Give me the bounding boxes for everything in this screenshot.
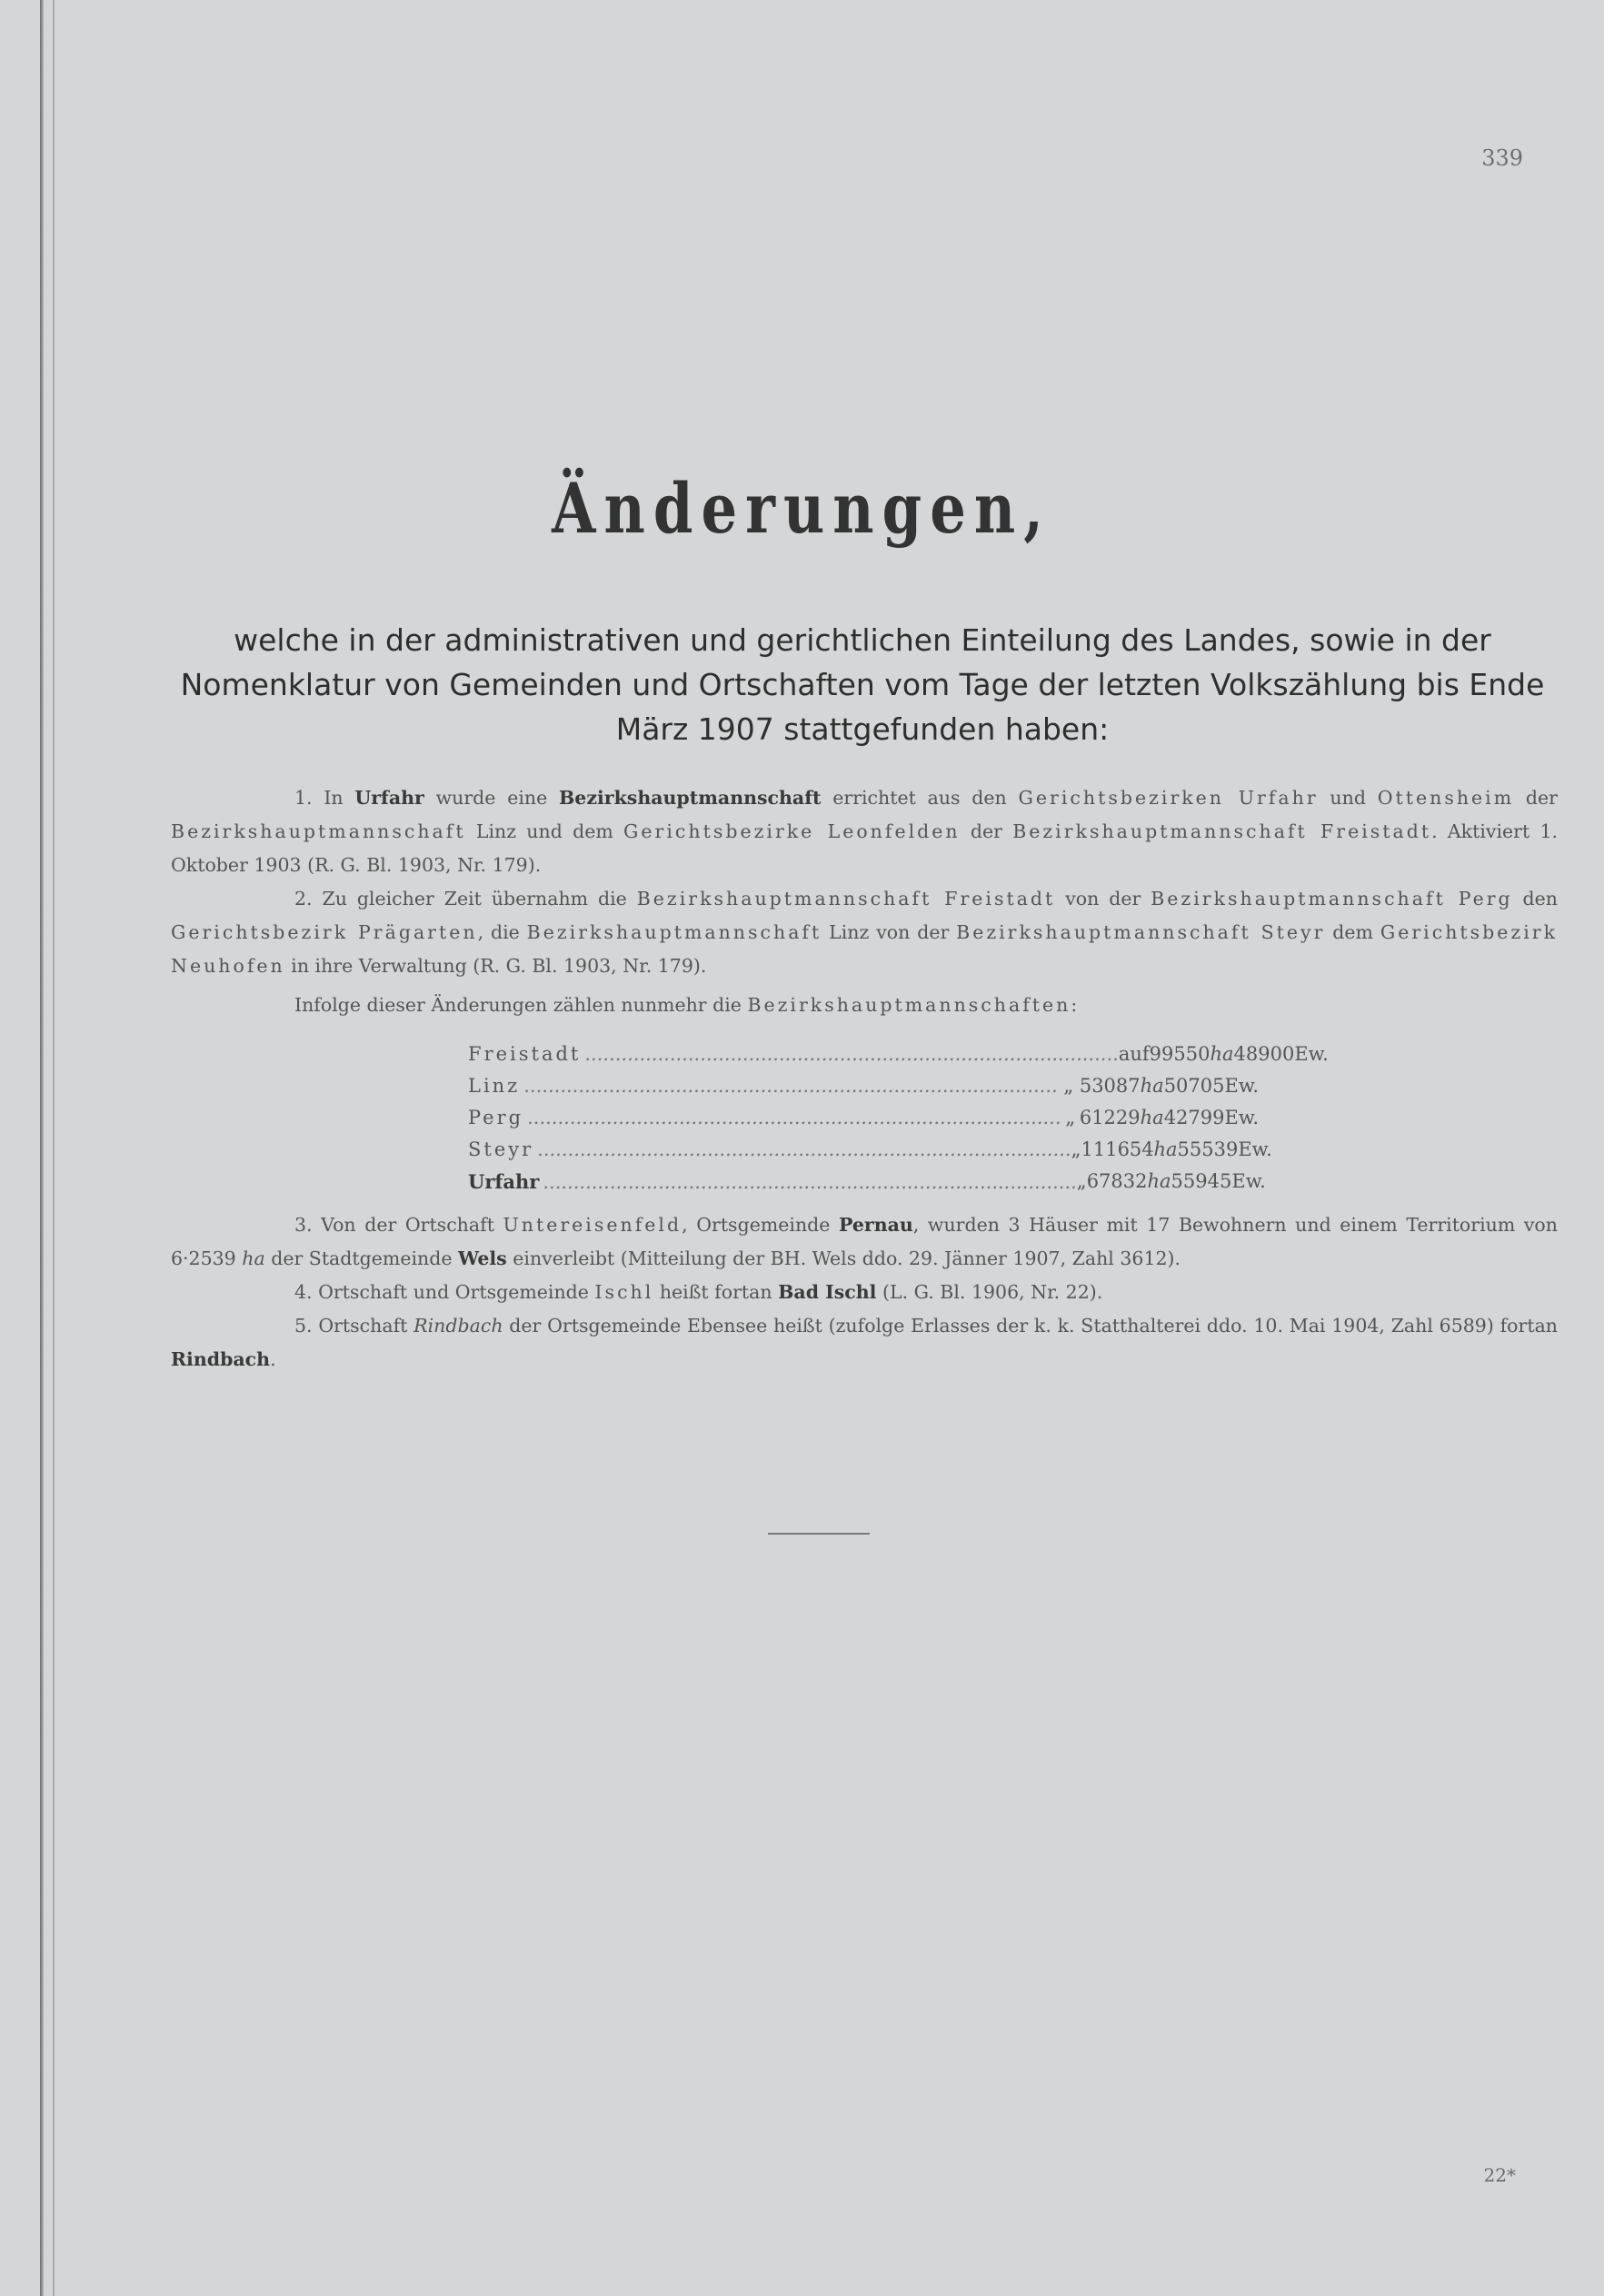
spaced-text: Ottensheim	[1377, 787, 1515, 809]
text: . Aktiviert 1. Oktober 1903 (R. G. Bl. 1903, Nr. 179).	[171, 820, 1559, 876]
table-row	[468, 1134, 1272, 1166]
text: 5. Ortschaft	[294, 1315, 414, 1337]
spaced-text: Bezirkshauptmannschaft Steyr	[956, 921, 1326, 943]
text: Linz von der	[822, 921, 957, 943]
population-value: 55539	[1177, 1138, 1239, 1160]
spaced-text: Bezirkshauptmannschaft	[171, 820, 466, 842]
area-value: 67832	[1086, 1170, 1148, 1192]
population-value: 42799	[1163, 1107, 1225, 1128]
paragraph-4	[171, 1276, 1558, 1309]
term-bezirkshauptmannschaft: Bezirkshauptmannschaft	[558, 787, 822, 809]
body-upper	[171, 781, 1558, 1022]
area-unit: ha	[1140, 1107, 1164, 1128]
text: 1. In	[294, 787, 355, 809]
text: Infolge dieser Änderungen zählen nunmehr die	[294, 994, 748, 1016]
text: der Ortsgemeinde Ebensee heißt (zufolge Erlasses der k. k. Statthalterei ddo. 10. Mai 1904, Zahl 6589) fortan	[503, 1315, 1558, 1337]
spaced-text: Bezirkshauptmannschaften	[747, 994, 1071, 1016]
text: der Stadtgemeinde	[264, 1247, 458, 1269]
population-unit: Ew.	[1294, 1043, 1329, 1065]
binding-edge-inner	[53, 0, 55, 2296]
area-value: 53087	[1079, 1075, 1141, 1097]
spaced-text: Bezirkshauptmannschaft Freistadt	[636, 888, 1056, 909]
place-rimbach-old: Rindbach	[413, 1315, 503, 1337]
paragraph-5	[171, 1309, 1558, 1377]
area-value: 99550	[1149, 1043, 1210, 1065]
area-unit: ha	[1153, 1138, 1178, 1160]
text: von der	[1055, 888, 1151, 909]
place-wels: Wels	[458, 1247, 507, 1269]
text: .	[270, 1348, 276, 1370]
body-lower	[171, 1208, 1558, 1377]
spaced-text: Gerichtsbezirk Neuhofen	[171, 921, 1558, 977]
area-value: 61229	[1079, 1107, 1141, 1128]
area-unit: ha	[1147, 1170, 1171, 1192]
unit-ha: ha	[242, 1247, 265, 1269]
text: :	[1071, 994, 1078, 1016]
population-value: 50705	[1163, 1075, 1225, 1097]
ditto-mark: „	[1063, 1075, 1074, 1097]
text: , wurden 3 Häuser mit 17 Bewohnern und einem Territorium von 6·2539	[171, 1214, 1558, 1269]
ditto-mark: auf	[1118, 1043, 1150, 1065]
district-table	[468, 1039, 1329, 1198]
spaced-text: Gerichtsbezirk Prägarten	[171, 921, 478, 943]
paragraph-2	[171, 882, 1558, 983]
area-unit: ha	[1140, 1075, 1164, 1097]
table-row	[468, 1039, 1329, 1070]
place-pernau: Pernau	[839, 1214, 913, 1236]
population-value: 55945	[1171, 1170, 1232, 1192]
place-rindbach: Rindbach	[171, 1348, 271, 1370]
text: (L. G. Bl. 1906, Nr. 22).	[876, 1281, 1103, 1303]
district-name: Urfahr ........................................................................................	[468, 1170, 1077, 1193]
paragraph-1	[171, 781, 1558, 882]
district-name: Linz ........................................................................................	[468, 1075, 1058, 1097]
text: der	[960, 820, 1013, 842]
text: der	[1514, 787, 1558, 809]
table-row	[468, 1102, 1259, 1134]
population-unit: Ew.	[1224, 1107, 1259, 1128]
population-unit: Ew.	[1224, 1075, 1259, 1097]
district-name: Freistadt ........................................................................................	[468, 1043, 1119, 1065]
area-unit: ha	[1210, 1043, 1234, 1065]
population-unit: Ew.	[1238, 1138, 1272, 1160]
ditto-mark: „	[1076, 1170, 1087, 1192]
table-row	[468, 1166, 1266, 1198]
text: heißt fortan	[653, 1281, 779, 1303]
spaced-text: Untereisenfeld	[503, 1214, 682, 1236]
area-value: 111654	[1081, 1138, 1154, 1160]
place-urfahr: Urfahr	[354, 787, 424, 809]
signature-mark: 22*	[1483, 2164, 1516, 2186]
binding-edge	[40, 0, 44, 2296]
page-title: Änderungen,	[552, 468, 1051, 549]
text: , Ortsgemeinde	[682, 1214, 839, 1236]
table-row	[468, 1070, 1259, 1102]
text: und	[1318, 787, 1378, 809]
spaced-text: Bezirkshauptmannschaft	[526, 921, 822, 943]
text: wurde eine	[423, 787, 559, 809]
spaced-text: Gerichtsbezirken Urfahr	[1018, 787, 1319, 809]
ditto-mark: „	[1071, 1138, 1081, 1160]
text: errichtet aus den	[821, 787, 1019, 809]
population-unit: Ew.	[1231, 1170, 1266, 1192]
spaced-text: Gerichtsbezirke Leonfelden	[623, 820, 961, 842]
page-number: 339	[1481, 145, 1523, 171]
text: 4. Ortschaft und Ortsgemeinde	[294, 1281, 595, 1303]
spaced-text: Bezirkshauptmannschaft Perg	[1151, 888, 1513, 909]
text: , die	[477, 921, 527, 943]
spaced-text: Bezirkshauptmannschaft Freistadt	[1012, 820, 1432, 842]
place-bad-ischl: Bad Ischl	[778, 1281, 877, 1303]
paragraph-intro	[171, 989, 1558, 1022]
text: in ihre Verwaltung (R. G. Bl. 1903, Nr. 179).	[284, 955, 707, 977]
population-value: 48900	[1233, 1043, 1295, 1065]
page-subtitle: welche in der administrativen und gerichtlichen Einteilung des Landes, sowie in der Nomenklatur von Gemeinden und Ortschaften vom Tage der letzten Volkszählung bis Ende März 1907 stattgefunden haben:	[180, 622, 1545, 747]
text: 2. Zu gleicher Zeit übernahm die	[294, 888, 637, 909]
paragraph-3	[171, 1208, 1558, 1276]
district-name: Steyr ........................................................................................	[468, 1138, 1071, 1160]
text: den	[1512, 888, 1559, 909]
spaced-text: Ischl	[594, 1281, 654, 1303]
text: Linz und dem	[465, 820, 624, 842]
ditto-mark: „	[1065, 1107, 1076, 1128]
text: einverleibt (Mitteilung der BH. Wels ddo. 29. Jänner 1907, Zahl 3612).	[506, 1247, 1181, 1269]
text: 3. Von der Ortschaft	[294, 1214, 503, 1236]
section-divider	[768, 1533, 870, 1535]
district-name: Perg ........................................................................................	[468, 1107, 1061, 1128]
text: dem	[1325, 921, 1380, 943]
